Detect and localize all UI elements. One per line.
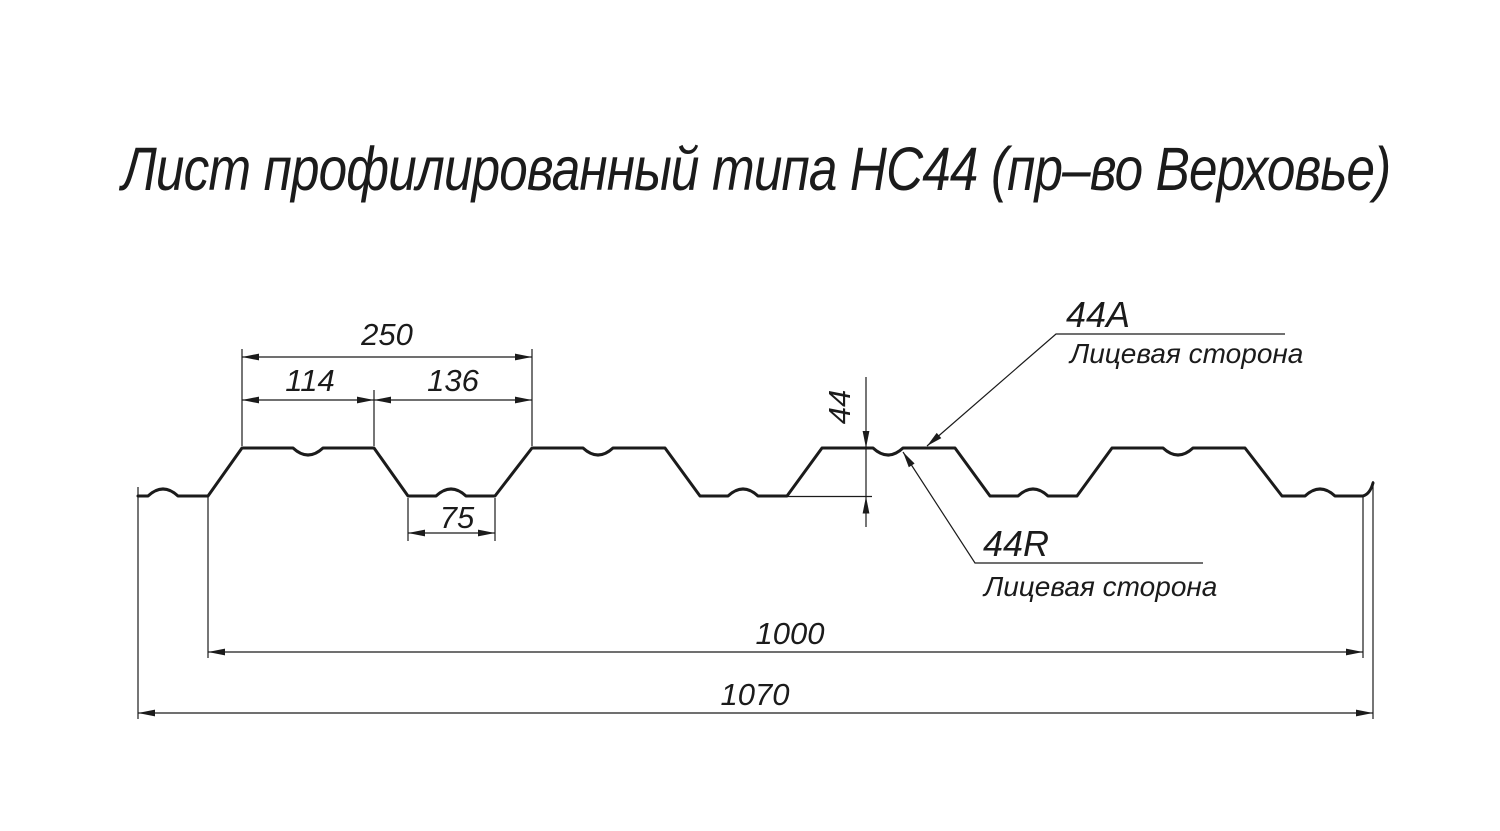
dimension-valley-width <box>408 500 495 536</box>
leader-line <box>903 452 1203 563</box>
dimension-value-height: 44 <box>822 389 857 425</box>
arrowhead-left <box>408 530 425 537</box>
arrowhead-right <box>1346 649 1363 656</box>
dimension-value-crest-left: 114 <box>285 363 335 398</box>
arrowhead-left <box>208 649 225 656</box>
dimension-overall-width <box>138 677 1373 716</box>
leader-arrowhead <box>903 452 915 467</box>
dimension-crest-right <box>374 363 532 403</box>
arrowhead-right <box>515 354 532 361</box>
dimension-crest-left <box>242 363 374 403</box>
callout-code-valley: 44R <box>983 523 1050 564</box>
arrowhead-right <box>357 397 374 404</box>
arrowhead-left <box>138 710 155 717</box>
callout-side-crest: Лицевая сторона <box>1070 338 1304 369</box>
dimension-value-working-width: 1000 <box>755 616 825 651</box>
arrowhead-left <box>242 397 259 404</box>
callout-valley-44R <box>903 452 1217 602</box>
arrowhead-left <box>242 354 259 361</box>
callout-crest-44A <box>927 294 1303 446</box>
dimension-pitch <box>242 317 532 360</box>
dimension-value-pitch: 250 <box>361 317 413 352</box>
callout-side-valley: Лицевая сторона <box>984 571 1218 602</box>
dimension-height <box>822 377 869 527</box>
dimension-value-overall-width: 1070 <box>720 677 790 712</box>
arrowhead-right <box>478 530 495 537</box>
dimension-value-valley-width: 75 <box>439 500 475 535</box>
dimension-working-width <box>208 616 1363 655</box>
extension-lines <box>138 349 1373 719</box>
drawing-title: Лист профилированный типа НС44 (пр–во Верховье) <box>121 135 1391 203</box>
arrowhead-right <box>1356 710 1373 717</box>
arrowhead-top <box>863 431 870 448</box>
arrowhead-bottom <box>863 497 870 514</box>
sheet-profile-outline <box>138 448 1373 496</box>
dimension-value-crest-right: 136 <box>427 363 479 398</box>
arrowhead-right <box>515 397 532 404</box>
callout-code-crest: 44A <box>1066 294 1131 335</box>
arrowhead-left <box>374 397 391 404</box>
